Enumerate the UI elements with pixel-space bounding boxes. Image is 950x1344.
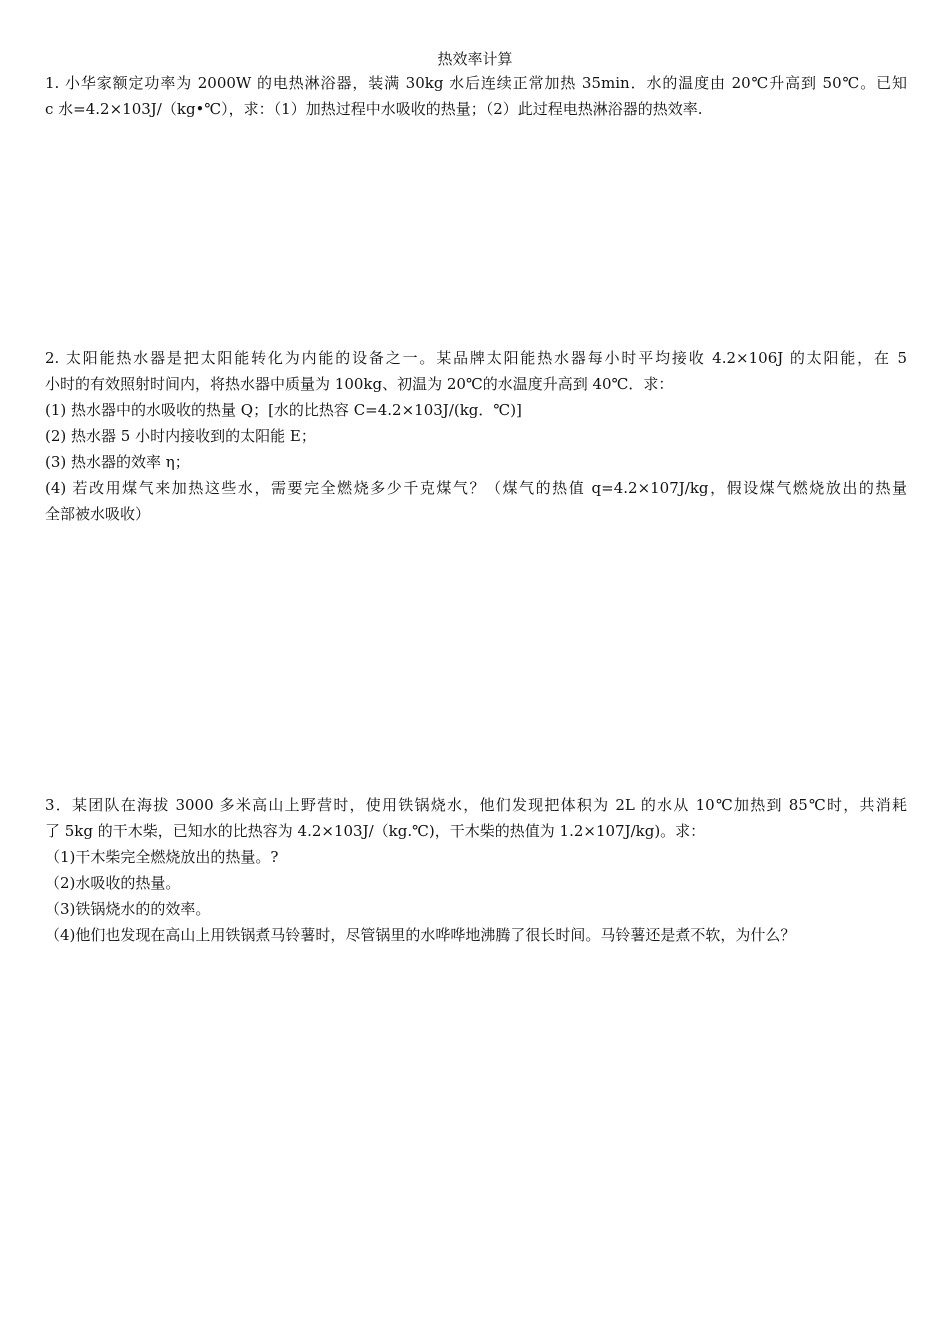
question-3-item-3: （3)铁锅烧水的的效率。 — [45, 900, 211, 918]
question-2 — [45, 345, 907, 527]
question-2-item-1: (1) 热水器中的水吸收的热量 Q；[水的比热容 C=4.2×103J/(kg．℃)] — [45, 401, 522, 419]
question-3 — [45, 792, 907, 948]
question-2-item-4-line-1: (4) 若改用煤气来加热这些水，需要完全燃烧多少千克煤气？（煤气的热值 q=4.2×107J/kg，假设煤气燃烧放出的热量 — [45, 479, 907, 497]
question-2-item-3: (3) 热水器的效率 η； — [45, 453, 190, 471]
question-3-line-1: 3．某团队在海拔 3000 多米高山上野营时，使用铁锅烧水，他们发现把体积为 2L 的水从 10℃加热到 85℃时，共消耗 — [45, 796, 907, 814]
question-3-item-2: （2)水吸收的热量。 — [45, 874, 181, 892]
document-title: 热效率计算 — [437, 50, 513, 68]
question-1-line-1: 1. 小华家额定功率为 2000W 的电热淋浴器，装满 30kg 水后连续正常加热 35min．水的温度由 20℃升高到 50℃。已知 — [45, 74, 907, 92]
question-2-item-2: (2) 热水器 5 小时内接收到的太阳能 E； — [45, 427, 316, 445]
question-3-item-1: （1)干木柴完全燃烧放出的热量。? — [45, 848, 279, 866]
question-2-item-4-line-2: 全部被水吸收） — [45, 505, 151, 523]
question-2-line-1: 2. 太阳能热水器是把太阳能转化为内能的设备之一。某品牌太阳能热水器每小时平均接收 4.2×106J 的太阳能，在 5 — [45, 349, 907, 367]
question-1 — [45, 70, 907, 122]
question-3-line-2: 了 5kg 的干木柴，已知水的比热容为 4.2×103J/（kg.℃)，干木柴的热值为 1.2×107J/kg)。求： — [45, 822, 706, 840]
question-2-line-2: 小时的有效照射时间内，将热水器中质量为 100kg、初温为 20℃的水温度升高到 40℃．求： — [45, 375, 674, 393]
question-1-line-2: c 水=4.2×103J/（kg•℃），求：（1）加热过程中水吸收的热量；（2）此过程电热淋浴器的热效率. — [45, 100, 703, 118]
question-3-item-4: （4)他们也发现在高山上用铁锅煮马铃薯时，尽管锅里的水哗哗地沸腾了很长时间。马铃薯还是煮不软，为什么？ — [45, 926, 796, 944]
